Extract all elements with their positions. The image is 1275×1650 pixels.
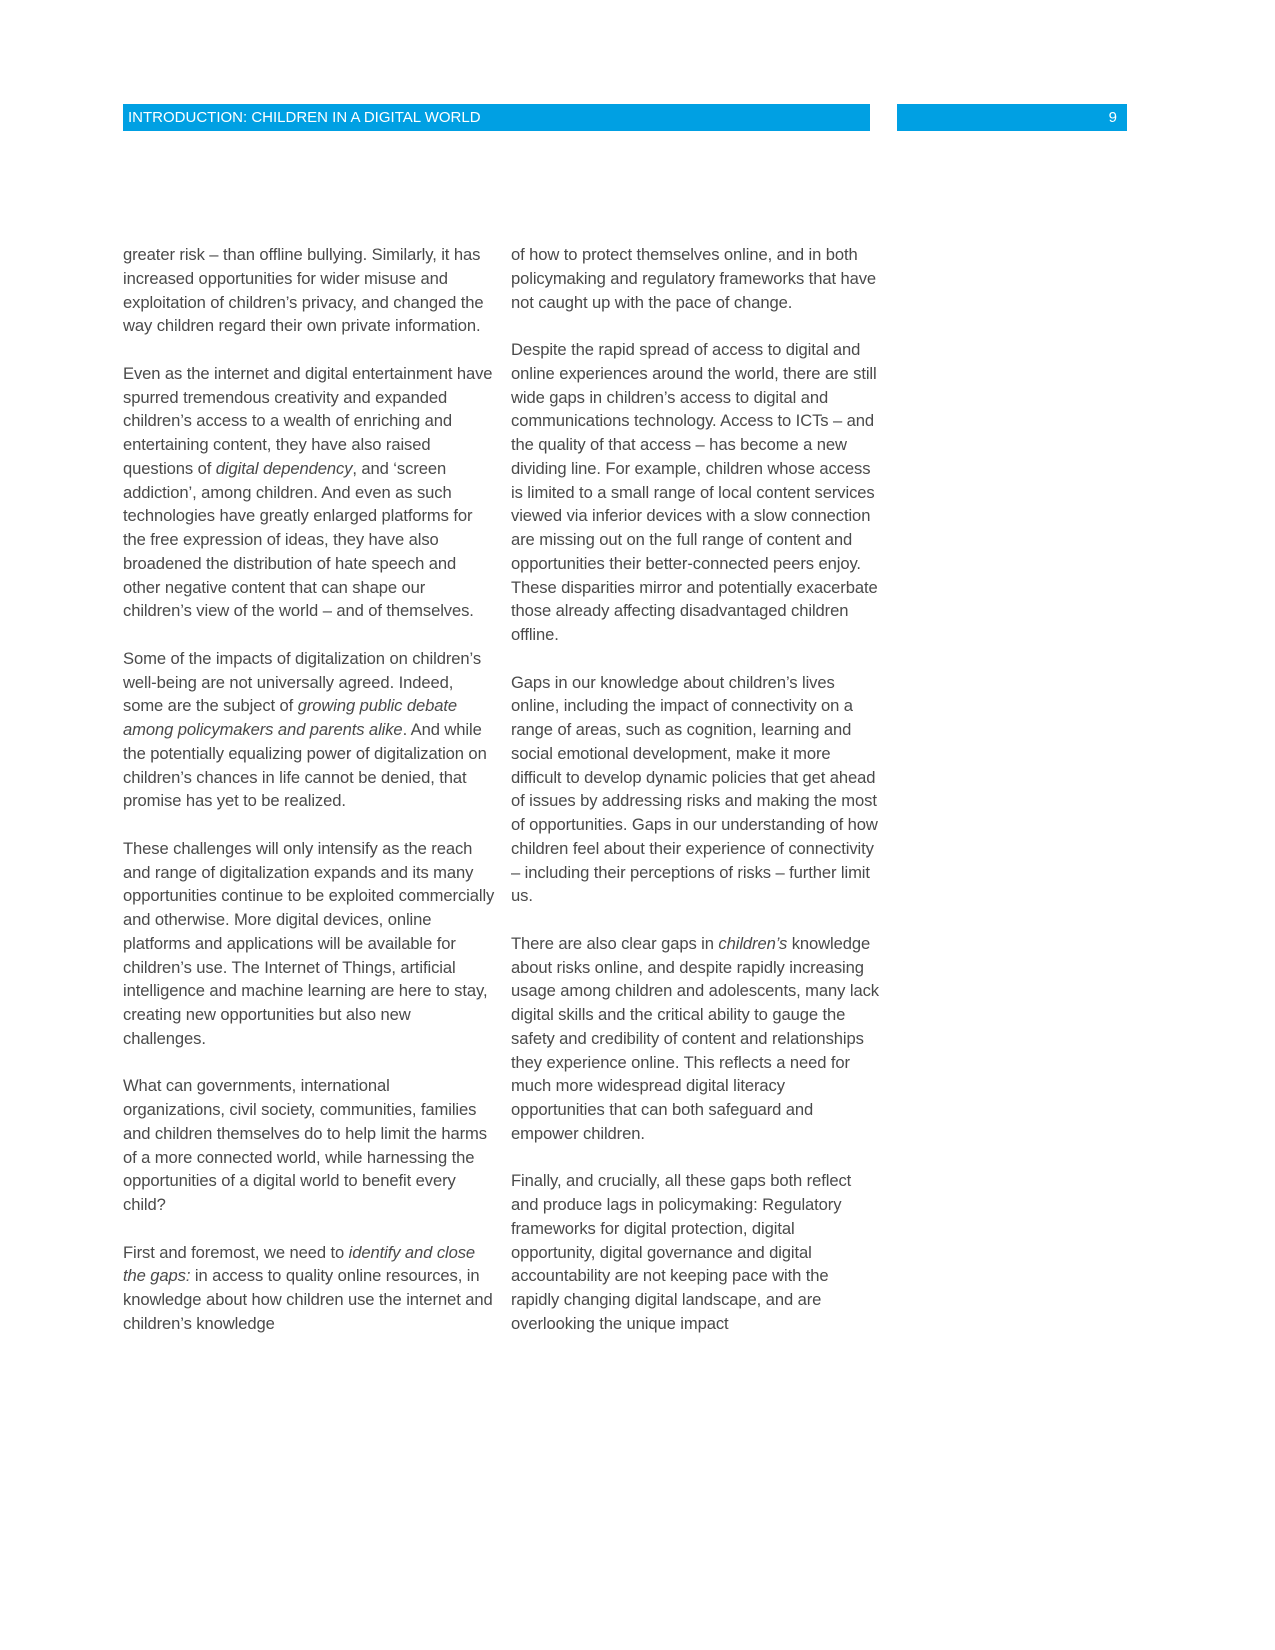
paragraph: [511, 671, 879, 909]
text-segment: Despite the rapid spread of access to digital and online experiences around the world, there are still wide gaps in children’s access to digital and communications technology. Access to ICTs – and the quality of that access – has become a new dividing line. For example, children whose access is limited to a small range of local content services viewed via inferior devices with a slow connection are missing out on the full range of content and opportunities their better-connected peers enjoy. These disparities mirror and potentially exacerbate those already affecting disadvantaged children offline.: [511, 340, 878, 644]
emphasized-text: growing public debate among policymakers and parents alike: [123, 696, 458, 739]
paragraph: [123, 243, 495, 338]
text-segment: Gaps in our knowledge about children’s lives online, including the impact of connectivity on a range of areas, such as cognition, learning and social emotional development, make it more difficult to develop dynamic policies that get ahead of issues by addressing risks and making the most of opportunities. Gaps in our understanding of how children feel about their experience of connectivity – including their perceptions of risks – further limit us.: [511, 672, 878, 906]
paragraph: [123, 1241, 495, 1336]
text-segment: . And while the potentially equalizing power of digitalization on children’s chances in life cannot be denied, that promise has yet to be realized.: [123, 720, 487, 811]
page-number-bar: [897, 104, 1127, 131]
paragraph: [123, 647, 495, 813]
paragraph: [123, 837, 495, 1051]
text-segment: , and ‘screen addiction’, among children. And even as such technologies have greatly enlarged platforms for the free expression of ideas, they have also broadened the distribution of hate speech and other negative content that can shape our children’s view of the world – and of themselves.: [123, 458, 474, 621]
paragraph: [123, 1074, 495, 1217]
text-segment: There are also clear gaps in: [511, 933, 719, 953]
text-segment: of how to protect themselves online, and in both policymaking and regulatory frameworks that have not caught up with the pace of change.: [511, 245, 877, 312]
paragraph: [123, 362, 495, 623]
emphasized-text: children’s: [718, 933, 788, 953]
text-segment: Even as the internet and digital entertainment have spurred tremendous creativity and expanded children’s access to a wealth of enriching and entertaining content, they have also raised questions of: [123, 363, 493, 478]
text-segment: in access to quality online resources, in knowledge about how children use the internet and children’s knowledge: [123, 1266, 493, 1333]
emphasized-text: digital dependency: [215, 458, 353, 478]
text-segment: greater risk – than offline bullying. Similarly, it has increased opportunities for wider misuse and exploitation of children’s privacy, and changed the way children regard their own private information.: [123, 245, 484, 336]
text-column-right: [511, 243, 879, 1359]
page-number: 9: [1108, 109, 1117, 126]
text-segment: knowledge about risks online, and despite rapidly increasing usage among children and adolescents, many lack digital skills and the critical ability to gauge the safety and credibility of content and relationships they experience online. This reflects a need for much more widespread digital literacy opportunities that can both safeguard and empower children.: [511, 933, 879, 1143]
paragraph: [511, 1169, 879, 1335]
paragraph: [511, 243, 879, 314]
text-segment: Finally, and crucially, all these gaps both reflect and produce lags in policymaking: Regulatory frameworks for digital protection, digital opportunity, digital governance and digital accountability are not keeping pace with the rapidly changing digital landscape, and are overlooking the unique impact: [511, 1171, 852, 1333]
section-header-bar: [123, 104, 870, 131]
section-title: INTRODUCTION: CHILDREN IN A DIGITAL WORLD: [128, 109, 481, 126]
text-column-left: [123, 243, 495, 1359]
paragraph: [511, 338, 879, 647]
text-segment: Some of the impacts of digitalization on children’s well-being are not universally agreed. Indeed, some are the subject of: [123, 648, 482, 716]
emphasized-text: identify and close the gaps:: [123, 1242, 476, 1286]
text-segment: These challenges will only intensify as the reach and range of digitalization expands and its many opportunities continue to be exploited commercially and otherwise. More digital devices, online platforms and applications will be available for children’s use. The Internet of Things, artificial intelligence and machine learning are here to stay, creating new opportunities but also new challenges.: [123, 838, 495, 1048]
paragraph: [511, 932, 879, 1146]
text-segment: First and foremost, we need to: [123, 1242, 349, 1262]
text-segment: What can governments, international organizations, civil society, communities, families and children themselves do to help limit the harms of a more connected world, while harnessing the opportunities of a digital world to benefit every child?: [123, 1076, 487, 1214]
